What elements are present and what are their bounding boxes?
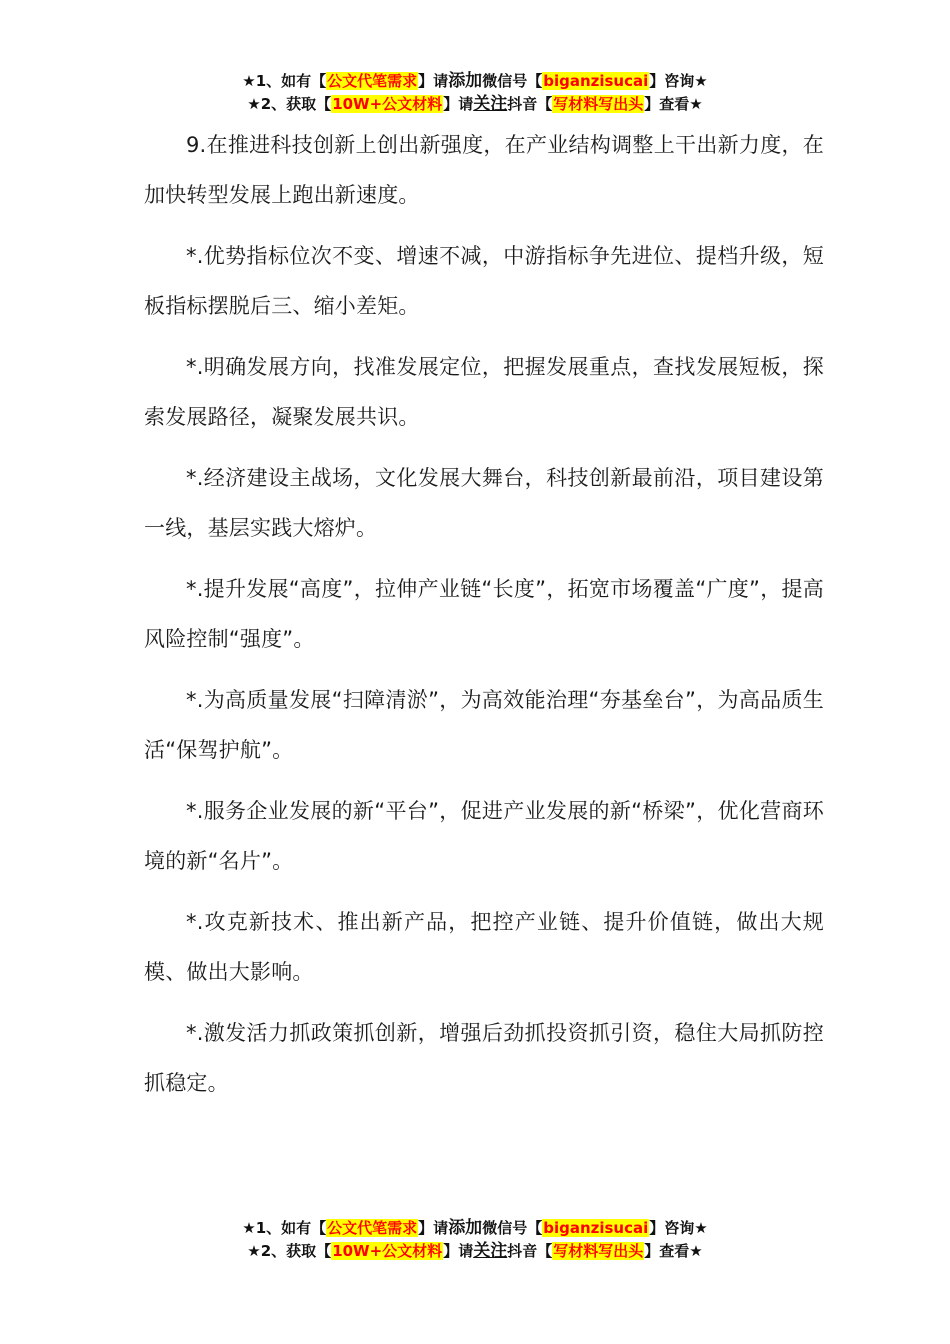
paragraph-8: *.攻克新技术、推出新产品，把控产业链、提升价值链，做出大规模、做出大影响。 (144, 910, 824, 984)
banner-highlight-douyin-name: 写材料写出头 (553, 95, 644, 113)
banner-text: 】查看★ (644, 95, 703, 113)
banner-text: 】请 (443, 95, 474, 113)
banner-emphasis: 添加 (448, 71, 483, 91)
banner-text: 】请 (418, 1219, 449, 1237)
footer-banner-line-2 (0, 1240, 950, 1263)
banner-highlight: 10W+公文材料 (332, 1242, 443, 1260)
banner-text: 】查看★ (644, 1242, 703, 1260)
banner-highlight-wechat-id: biganzisucai (543, 72, 649, 90)
header-banner-line-1 (0, 70, 950, 93)
paragraph-1: 9.在推进科技创新上创出新强度，在产业结构调整上干出新力度，在加快转型发展上跑出新速度。 (144, 133, 824, 207)
paragraph-4: *.经济建设主战场，文化发展大舞台，科技创新最前沿，项目建设第一线，基层实践大熔炉。 (144, 466, 824, 540)
banner-text: 】请 (418, 72, 449, 90)
paragraph-9: *.激发活力抓政策抓创新，增强后劲抓投资抓引资，稳住大局抓防控抓稳定。 (144, 1021, 824, 1095)
footer-banner (0, 1217, 950, 1263)
banner-text: 】请 (443, 1242, 474, 1260)
document-body (144, 120, 824, 1119)
banner-text: ★1、如有【 (242, 72, 327, 90)
banner-text: 微信号【 (482, 1219, 543, 1237)
banner-highlight: 公文代笔需求 (327, 72, 418, 90)
header-banner (0, 70, 950, 116)
banner-text: ★1、如有【 (242, 1219, 327, 1237)
banner-highlight: 公文代笔需求 (327, 1219, 418, 1237)
paragraph-5: *.提升发展“高度”，拉伸产业链“长度”，拓宽市场覆盖“广度”，提高风险控制“强度”。 (144, 577, 824, 651)
banner-text: 】咨询★ (649, 72, 708, 90)
footer-banner-line-1 (0, 1217, 950, 1240)
banner-highlight-wechat-id: biganzisucai (543, 1219, 649, 1237)
banner-text: ★2、获取【 (247, 95, 332, 113)
paragraph-7: *.服务企业发展的新“平台”，促进产业发展的新“桥梁”，优化营商环境的新“名片”。 (144, 799, 824, 873)
paragraph-3: *.明确发展方向，找准发展定位，把握发展重点，查找发展短板，探索发展路径，凝聚发展共识。 (144, 355, 824, 429)
banner-highlight: 10W+公文材料 (332, 95, 443, 113)
banner-underline: 关注 (473, 94, 508, 114)
banner-text: 抖音【 (507, 1242, 553, 1260)
header-banner-line-2 (0, 93, 950, 116)
paragraph-2: *.优势指标位次不变、增速不减，中游指标争先进位、提档升级，短板指标摆脱后三、缩小差矩。 (144, 244, 824, 318)
paragraph-6: *.为高质量发展“扫障清淤”，为高效能治理“夯基垒台”，为高品质生活“保驾护航”。 (144, 688, 824, 762)
banner-text: 微信号【 (482, 72, 543, 90)
banner-underline: 关注 (473, 1241, 508, 1261)
banner-text: 抖音【 (507, 95, 553, 113)
banner-text: ★2、获取【 (247, 1242, 332, 1260)
banner-text: 】咨询★ (649, 1219, 708, 1237)
banner-highlight-douyin-name: 写材料写出头 (553, 1242, 644, 1260)
banner-emphasis: 添加 (448, 1218, 483, 1238)
